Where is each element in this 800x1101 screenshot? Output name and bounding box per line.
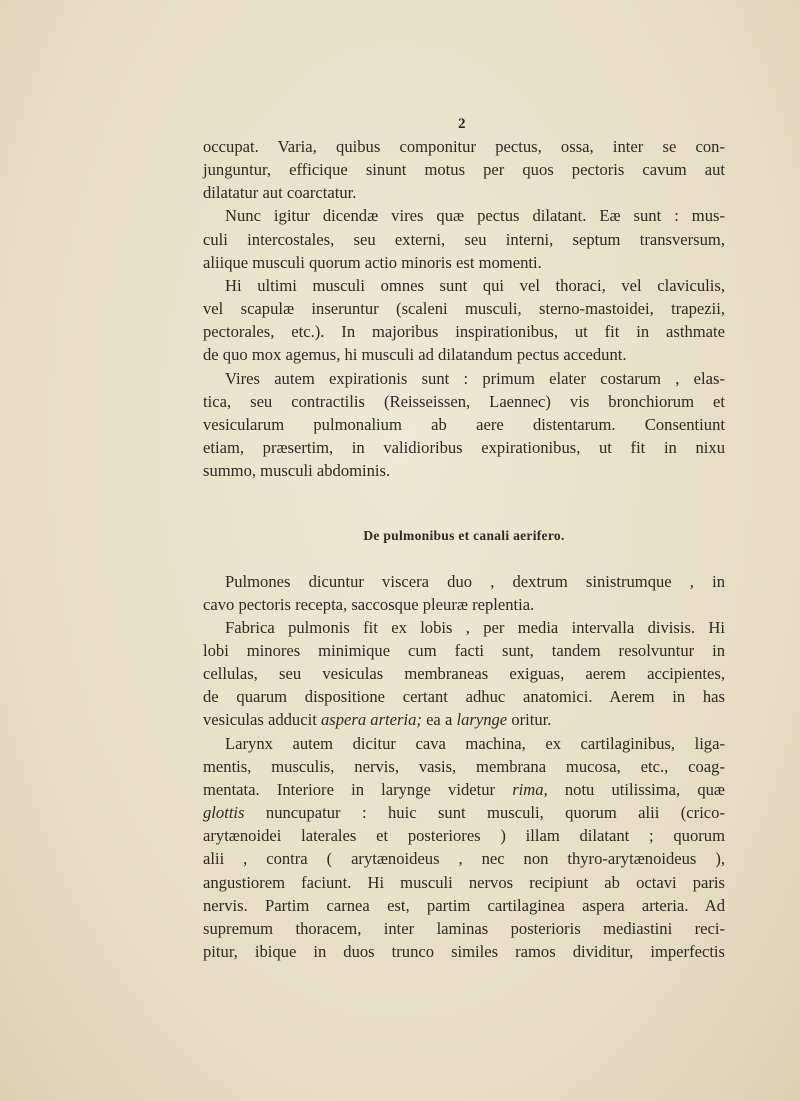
paragraph-expiration bbox=[203, 367, 725, 483]
text-line: culi intercostales, seu externi, seu interni, septum transversum, bbox=[203, 229, 725, 249]
paragraph-larynx bbox=[203, 732, 725, 964]
spacer bbox=[203, 482, 725, 524]
italic-term: glottis bbox=[203, 803, 245, 823]
text-line: Vires autem expirationis sunt : primum elater costarum , elas- bbox=[225, 368, 725, 388]
text-line bbox=[203, 708, 725, 731]
text-line: Larynx autem dicitur cava machina, ex cartilaginibus, liga- bbox=[225, 733, 725, 753]
text-line bbox=[203, 801, 725, 824]
paragraph-lung-structure bbox=[203, 616, 725, 732]
text-run: ea a bbox=[421, 710, 457, 730]
text-line: mentis, musculis, nervis, vasis, membrana mucosa, etc., coag- bbox=[203, 756, 725, 776]
text-line: de quarum dispositione certant adhuc anatomici. Aerem in has bbox=[203, 687, 725, 707]
spacer bbox=[203, 548, 725, 570]
italic-term: larynge bbox=[456, 710, 508, 730]
section-heading: De pulmonibus et canali aerifero. bbox=[363, 528, 565, 544]
text-line: pitur, ibique in duos trunco similes ramos dividitur, imperfectis bbox=[203, 942, 725, 961]
text-line: nervis. Partim carnea est, partim cartilaginea aspera arteria. Ad bbox=[203, 895, 725, 915]
text-run: nuncupatur : huic sunt musculi, quorum alii (crico- bbox=[244, 803, 725, 823]
text-run: vesiculas adducit bbox=[203, 710, 321, 730]
text-line: dilatatur aut coarctatur. bbox=[203, 183, 357, 203]
text-line: Hi ultimi musculi omnes sunt qui vel thoraci, vel claviculis, bbox=[225, 275, 725, 295]
text-line: lobi minores minimique cum facti sunt, tandem resolvuntur in bbox=[203, 640, 725, 660]
italic-term: rima bbox=[512, 779, 544, 799]
text-run: oritur. bbox=[507, 710, 552, 730]
text-line: vesicularum pulmonalium ab aere distentarum. Consentiunt bbox=[203, 414, 725, 434]
text-line bbox=[203, 778, 725, 801]
italic-term: aspera arteria; bbox=[320, 710, 422, 730]
text-line: aliique musculi quorum actio minoris est momenti. bbox=[203, 252, 542, 272]
paragraph-continuation bbox=[203, 135, 725, 204]
text-line: tica, seu contractilis (Reisseissen, Laennec) vis bronchiorum et bbox=[203, 391, 725, 411]
text-line: Fabrica pulmonis fit ex lobis , per media intervalla divisis. Hi bbox=[225, 617, 725, 637]
text-line: de quo mox agemus, hi musculi ad dilatandum pectus accedunt. bbox=[203, 345, 627, 365]
text-line: cavo pectoris recepta, saccosque pleuræ replentia. bbox=[203, 594, 535, 614]
text-line: Pulmones dicuntur viscera duo , dextrum sinistrumque , in bbox=[225, 571, 725, 591]
text-line: pectorales, etc.). In majoribus inspirationibus, ut fit in asthmate bbox=[203, 322, 725, 342]
text-line: vel scapulæ inseruntur (scaleni musculi, sterno-mastoidei, trapezii, bbox=[203, 299, 725, 319]
text-line: junguntur, efficique sinunt motus per quos pectoris cavum aut bbox=[203, 160, 725, 180]
paragraph-lungs bbox=[203, 570, 725, 616]
text-line: angustiorem faciunt. Hi musculi nervos recipiunt ab octavi paris bbox=[203, 872, 725, 892]
page-number: 2 bbox=[458, 116, 466, 132]
page-body bbox=[203, 135, 725, 963]
text-line: alii , contra ( arytænoideus , nec non thyro-arytænoideus ), bbox=[203, 849, 725, 869]
paragraph-inspiration bbox=[203, 204, 725, 273]
text-line: supremum thoracem, inter laminas posterioris mediastini reci- bbox=[203, 918, 725, 938]
text-line: arytænoidei laterales et posteriores ) illam dilatant ; quorum bbox=[203, 826, 725, 846]
text-line: etiam, præsertim, in validioribus expirationibus, ut fit in nixu bbox=[203, 438, 725, 458]
text-line: cellulas, seu vesiculas membraneas exiguas, aerem accipientes, bbox=[203, 664, 725, 684]
paragraph-accessory-muscles bbox=[203, 274, 725, 367]
text-run: , notu utilissima, quæ bbox=[543, 779, 725, 799]
text-run: mentata. Interiore in larynge videtur bbox=[203, 779, 513, 799]
text-line: summo, musculi abdominis. bbox=[203, 461, 391, 481]
text-line: occupat. Varia, quibus componitur pectus, ossa, inter se con- bbox=[203, 137, 725, 156]
text-line: Nunc igitur dicendæ vires quæ pectus dilatant. Eæ sunt : mus- bbox=[225, 206, 725, 226]
